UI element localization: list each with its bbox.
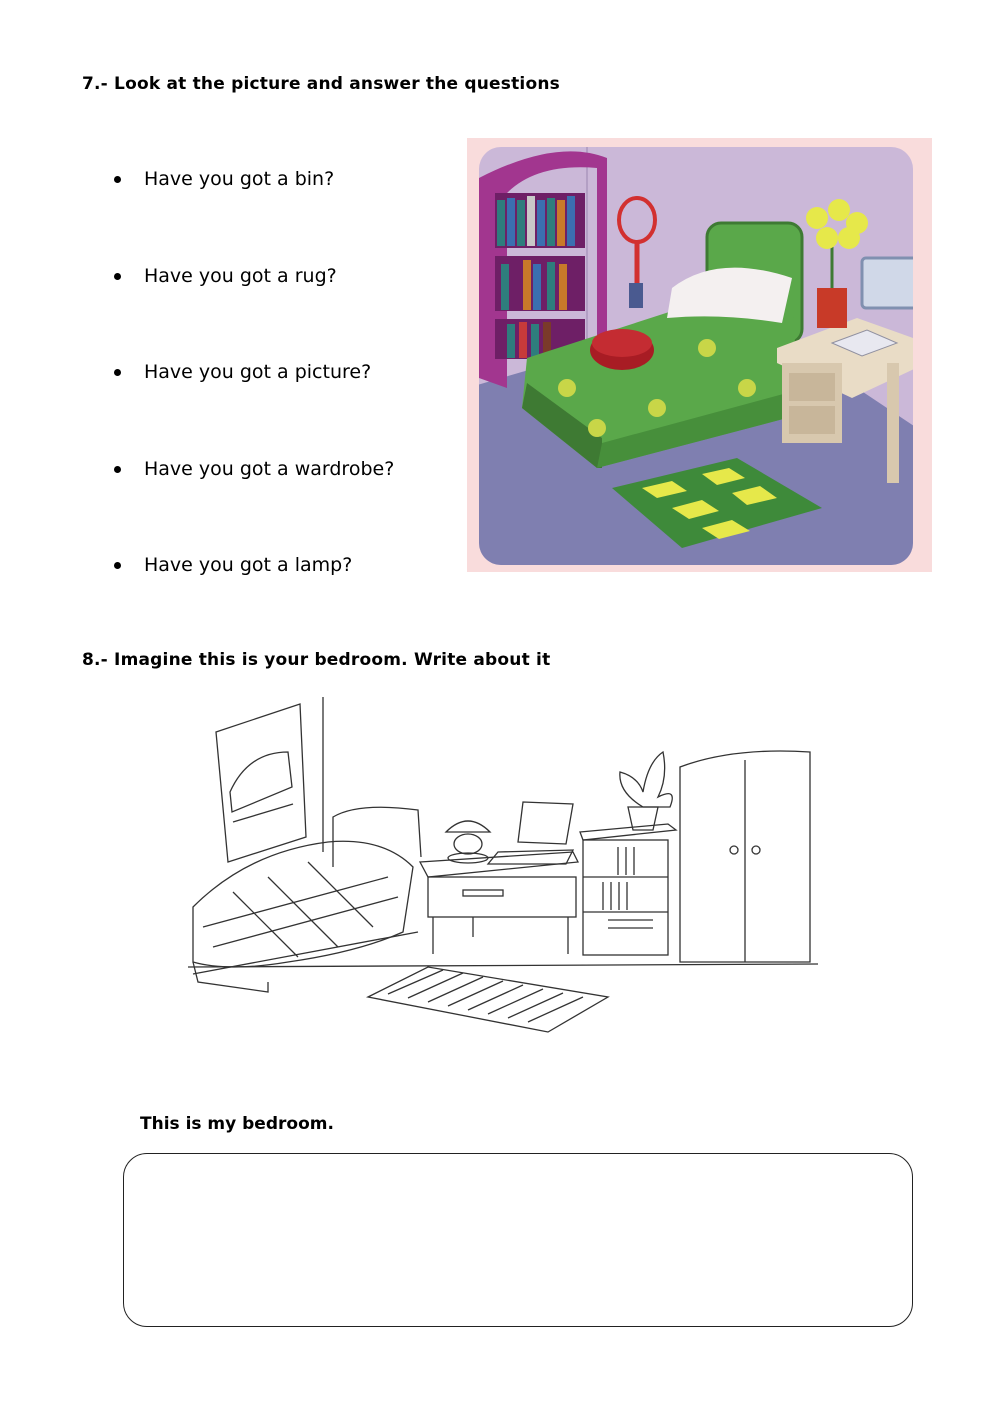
- question-text: Have you got a bin?: [144, 168, 335, 190]
- question-list: [112, 166, 394, 649]
- lamp: [446, 821, 490, 863]
- bedside-table: [420, 852, 578, 954]
- list-item: [112, 263, 394, 360]
- potted-plant: [620, 752, 672, 830]
- list-item: [112, 166, 394, 263]
- floor-line: [188, 964, 818, 967]
- bookshelf: [580, 824, 676, 955]
- bedroom-line-drawing: [188, 692, 818, 1047]
- bedroom-colour-illustration: [467, 138, 932, 572]
- list-item: [112, 552, 394, 649]
- list-item: [112, 456, 394, 553]
- rug: [368, 967, 608, 1032]
- bullet-icon: [114, 466, 121, 473]
- question-text: Have you got a rug?: [144, 264, 337, 287]
- answer-text-box[interactable]: [123, 1153, 913, 1327]
- section-7-heading: 7.- Look at the picture and answer the questions: [82, 74, 560, 94]
- question-text: Have you got a picture?: [144, 361, 372, 384]
- section-8-heading: 8.- Imagine this is your bedroom. Write about it: [82, 650, 551, 670]
- bullet-icon: [114, 273, 121, 280]
- bed: [193, 807, 421, 992]
- wardrobe: [680, 751, 810, 962]
- question-text: Have you got a wardrobe?: [144, 457, 395, 480]
- question-text: Have you got a lamp?: [144, 554, 353, 577]
- bullet-icon: [114, 176, 121, 183]
- bullet-icon: [114, 562, 121, 569]
- writing-prompt: This is my bedroom.: [140, 1114, 334, 1134]
- list-item: [112, 359, 394, 456]
- bullet-icon: [114, 369, 121, 376]
- train-poster: [216, 704, 306, 862]
